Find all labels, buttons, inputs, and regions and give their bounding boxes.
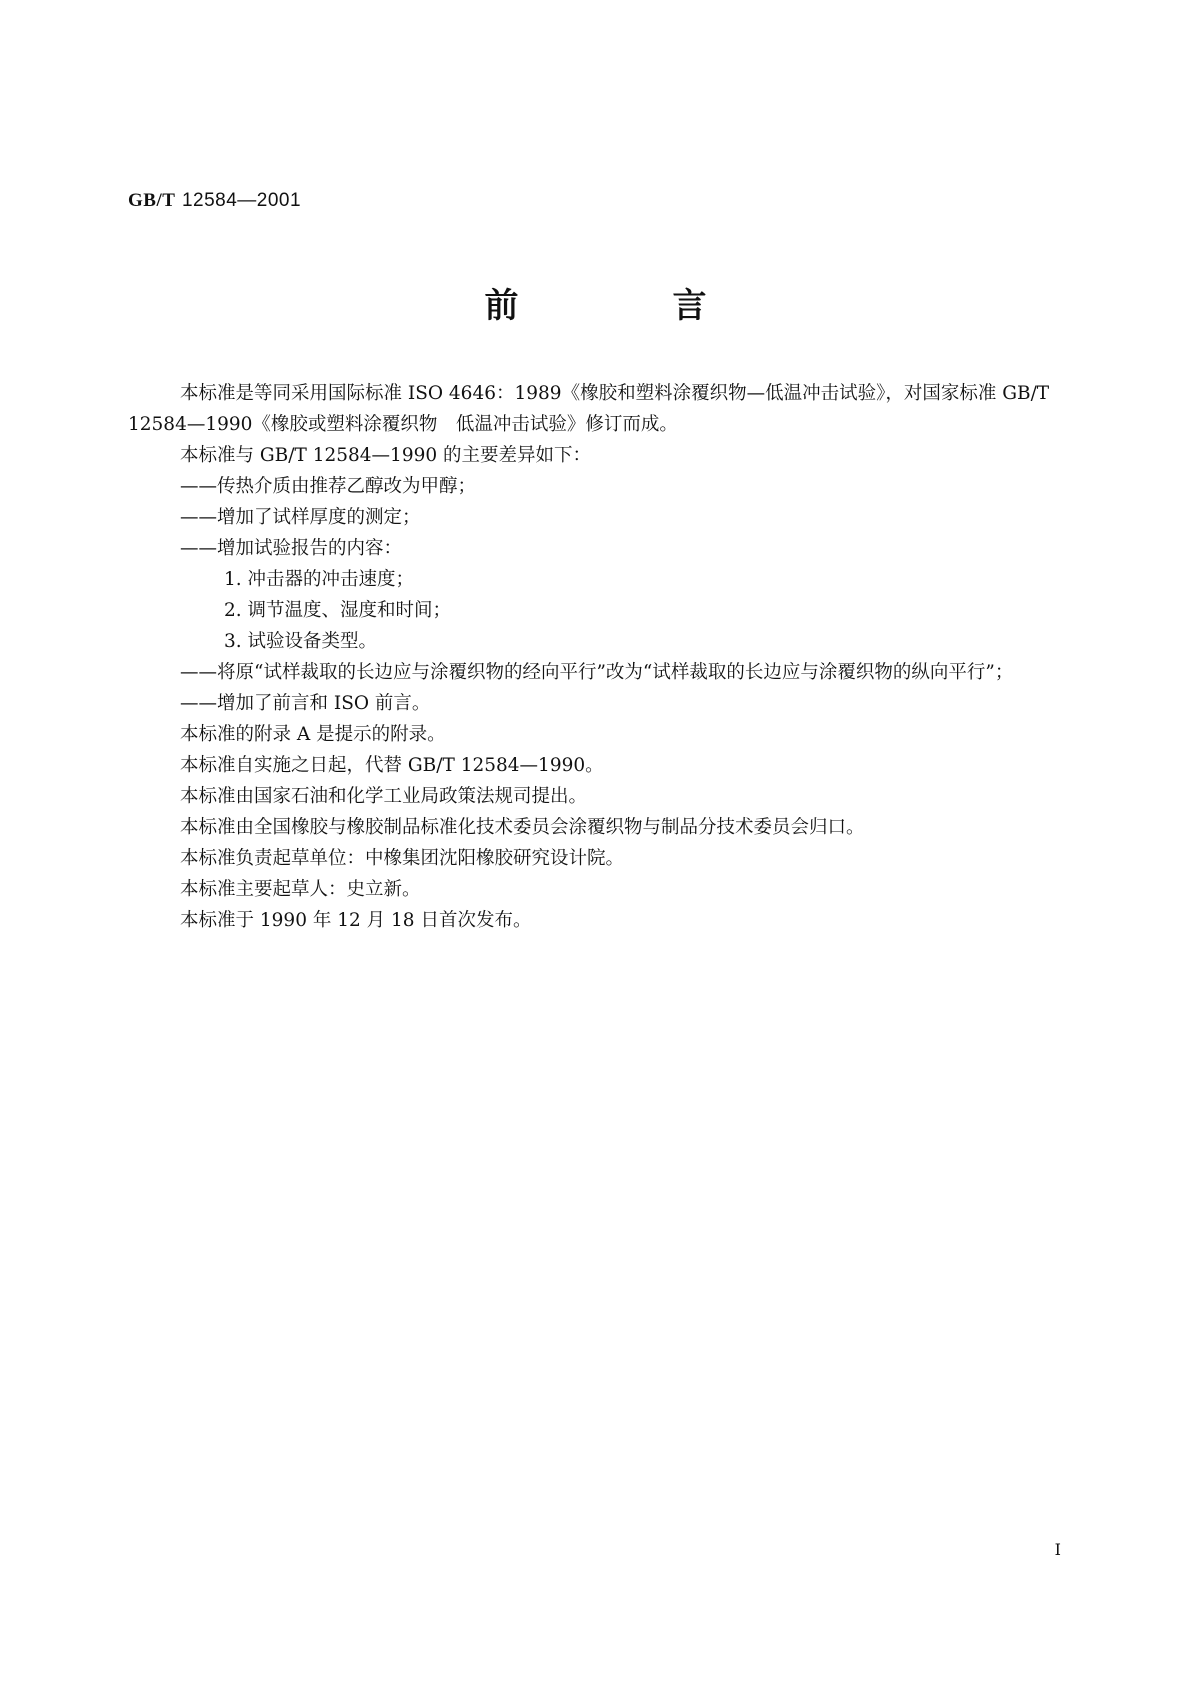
paragraph-drafter: 本标准主要起草人：史立新。	[180, 879, 421, 900]
paragraph-intro: 本标准是等同采用国际标准 ISO 4646：1989《橡胶和塑料涂覆织物—低温冲击试验》，对国家标准 GB/T 12584—1990《橡胶或塑料涂覆织物 低温冲击试验》修订而成。	[128, 383, 1050, 435]
page-title: 前 言	[484, 286, 767, 326]
list-item: ——增加了试样厚度的测定；	[180, 507, 421, 528]
page-number: I	[1054, 1540, 1061, 1559]
paragraph-first-issue: 本标准于 1990 年 12 月 18 日首次发布。	[180, 910, 532, 931]
list-item: ——传热介质由推荐乙醇改为甲醇；	[180, 476, 477, 497]
standard-code-prefix: GB/T	[128, 190, 176, 211]
sub-list-item: 2. 调节温度、湿度和时间；	[224, 600, 452, 621]
paragraph-differences: 本标准与 GB/T 12584—1990 的主要差异如下：	[180, 445, 592, 466]
paragraph-replaces: 本标准自实施之日起，代替 GB/T 12584—1990。	[180, 755, 604, 776]
list-item: ——增加了前言和 ISO 前言。	[180, 693, 431, 714]
paragraph-annex: 本标准的附录 A 是提示的附录。	[180, 724, 446, 745]
list-item: ——增加试验报告的内容：	[180, 538, 403, 559]
standard-code	[128, 189, 301, 212]
standard-code-number: 12584—2001	[181, 190, 302, 211]
paragraph-drafting-unit: 本标准负责起草单位：中橡集团沈阳橡胶研究设计院。	[180, 848, 625, 869]
sub-list-item: 3. 试验设备类型。	[224, 631, 378, 652]
sub-list-item: 1. 冲击器的冲击速度；	[224, 569, 415, 590]
foreword-body	[128, 378, 1062, 936]
list-item: ——将原“试样裁取的长边应与涂覆织物的经向平行”改为“试样裁取的长边应与涂覆织物的纵向平行”；	[180, 662, 1014, 683]
paragraph-proposer: 本标准由国家石油和化学工业局政策法规司提出。	[180, 786, 588, 807]
paragraph-committee: 本标准由全国橡胶与橡胶制品标准化技术委员会涂覆织物与制品分技术委员会归口。	[180, 817, 865, 838]
